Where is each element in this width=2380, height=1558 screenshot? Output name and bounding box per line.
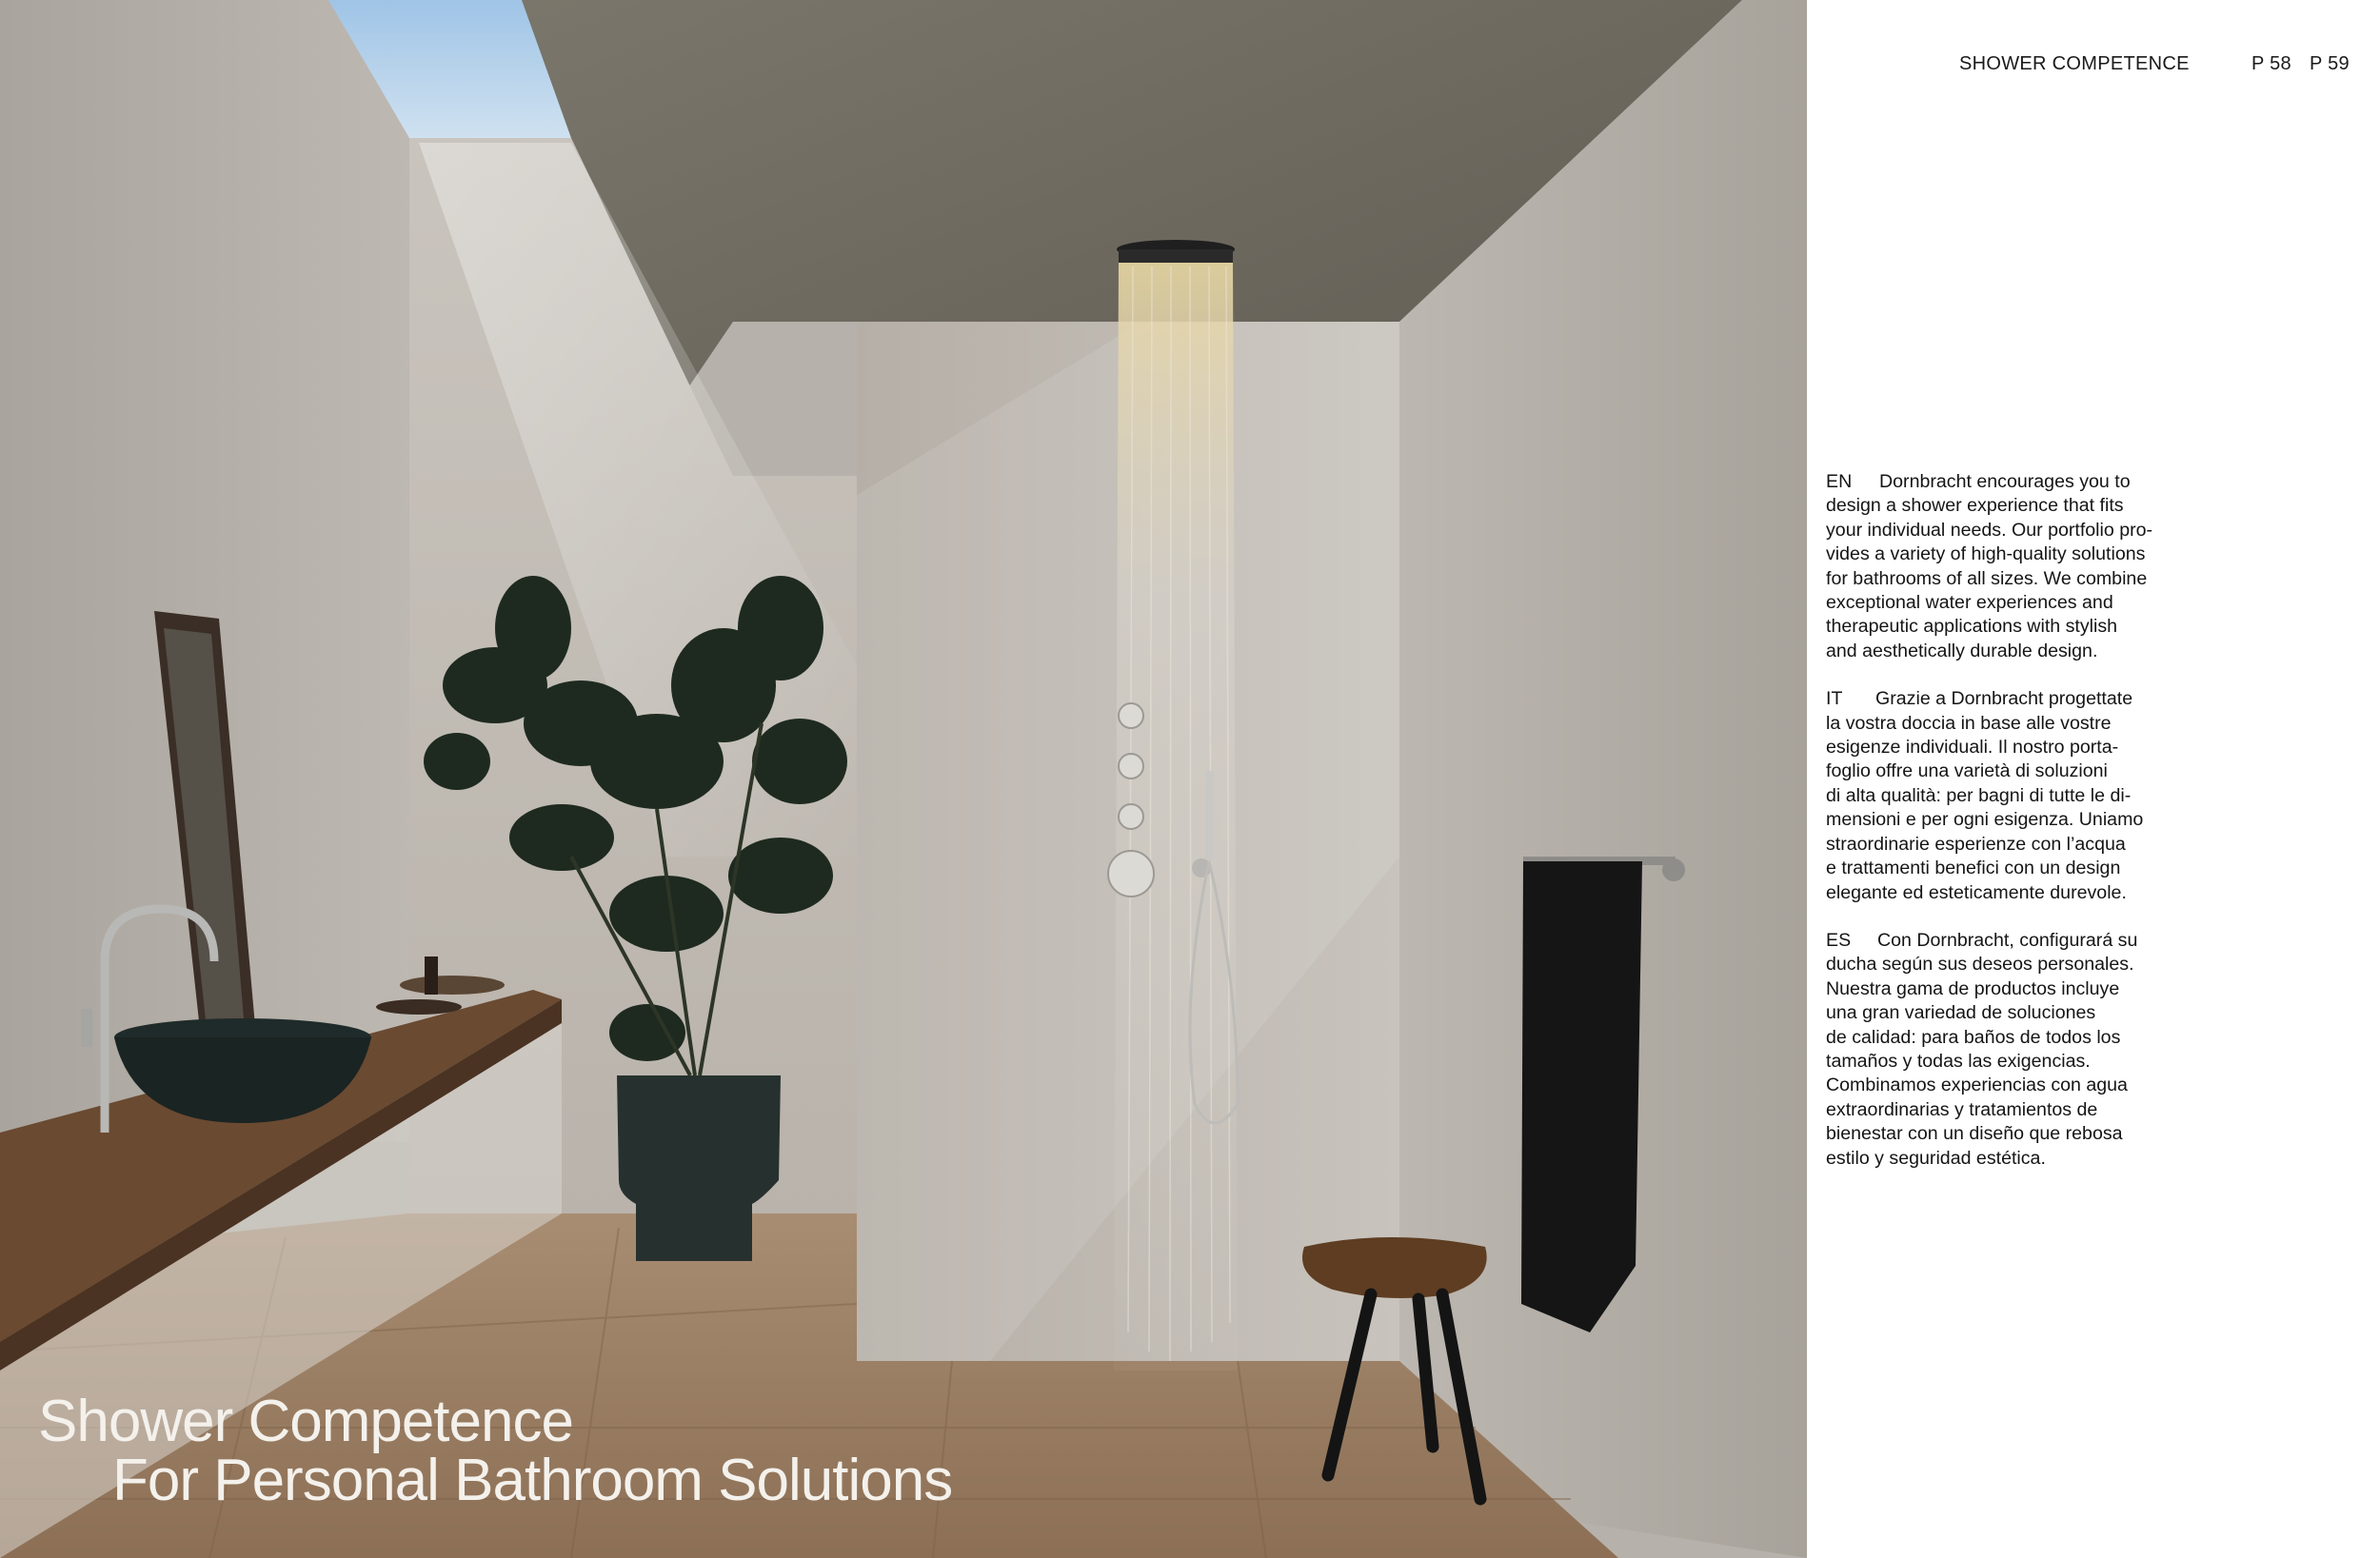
text-line: ducha según sus deseos personales. (1826, 954, 2134, 976)
text-line: e trattamenti benefici con un design (1826, 858, 2121, 879)
text-line: una gran variedad de soluciones (1826, 1002, 2096, 1024)
text-page (1807, 0, 2380, 1558)
headline-line-2: For Personal Bathroom Solutions (112, 1448, 953, 1513)
headline-line-1: Shower Competence (38, 1389, 573, 1454)
text-line: de calidad: para baños de todos los (1826, 1026, 2121, 1048)
text-line: estilo y seguridad estética. (1826, 1147, 2046, 1169)
page-number-left: P 58 (2251, 53, 2291, 74)
text-line: Con Dornbracht, configurará su (1877, 929, 2138, 951)
text-line: di alta qualità: per bagni di tutte le di- (1826, 784, 2132, 806)
text-line: for bathrooms of all sizes. We combine (1826, 567, 2148, 589)
text-line: tamaños y todas las exigencias. (1826, 1050, 2091, 1072)
text-line: la vostra doccia in base alle vostre (1826, 712, 2112, 734)
text-line: extraordinarias y tratamientos de (1826, 1098, 2098, 1120)
text-line: design a shower experience that fits (1826, 495, 2124, 517)
language-code-en: EN (1826, 471, 1853, 492)
paragraph-en (1826, 470, 2197, 663)
page-number-right: P 59 (2310, 53, 2350, 74)
section-title: SHOWER COMPETENCE (1959, 53, 2190, 74)
text-line: Grazie a Dornbracht progettate (1875, 688, 2133, 710)
text-line: straordinarie esperienze con l’acqua (1826, 833, 2126, 855)
text-line: exceptional water experiences and (1826, 592, 2113, 614)
text-line: elegante ed esteticamente durevole. (1826, 881, 2127, 903)
text-line: your individual needs. Our portfolio pro- (1826, 519, 2153, 541)
text-line: bienestar con un diseño que rebosa (1826, 1123, 2123, 1145)
text-line: and aesthetically durable design. (1826, 640, 2098, 661)
text-line: therapeutic applications with stylish (1826, 616, 2118, 638)
text-line: foglio offre una varietà di soluzioni (1826, 760, 2108, 782)
text-line: Nuestra gama de productos incluye (1826, 977, 2120, 999)
headline (38, 1389, 953, 1513)
text-line: vides a variety of high-quality solutions (1826, 543, 2146, 565)
text-line: Combinamos experiencias con agua (1826, 1075, 2128, 1096)
language-code-es: ES (1826, 929, 1852, 951)
paragraph-it (1826, 687, 2197, 905)
language-code-it: IT (1826, 688, 1843, 710)
text-line: esigenze individuali. Il nostro porta- (1826, 737, 2119, 759)
paragraph-es (1826, 929, 2197, 1171)
body-text (1826, 470, 2197, 1194)
text-line: Dornbracht encourages you to (1879, 471, 2131, 492)
text-line: mensioni e per ogni esigenza. Uniamo (1826, 809, 2144, 831)
